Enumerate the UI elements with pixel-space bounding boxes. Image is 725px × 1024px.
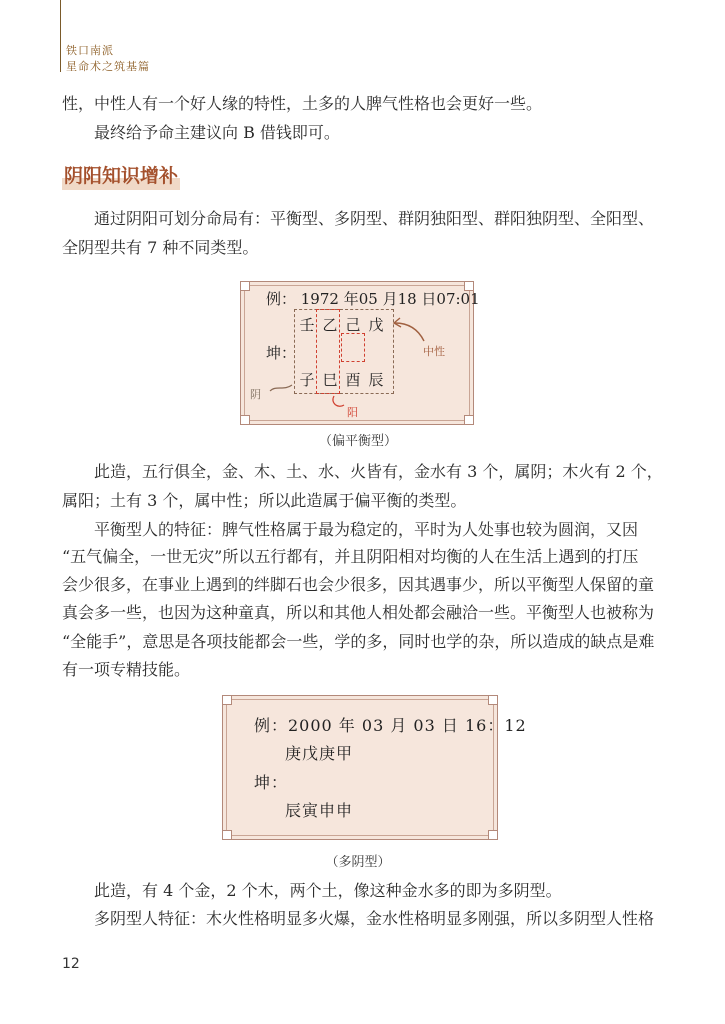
earthly-branch: 酉 bbox=[345, 371, 361, 389]
paragraph-line: 此造，有 4 个金，2 个木，两个土，像这种金水多的即为多阴型。 bbox=[94, 881, 562, 900]
header-rule bbox=[60, 0, 61, 72]
paragraph-line: 属阳；土有 3 个，属中性；所以此造属于偏平衡的类型。 bbox=[62, 491, 467, 510]
earthly-branch: 巳 bbox=[322, 371, 338, 389]
example-date: 例：2000 年 03 月 03 日 16：12 bbox=[254, 716, 527, 735]
running-header-series: 铁口南派 bbox=[66, 44, 114, 57]
neutral-annotation: 中性 bbox=[423, 345, 445, 358]
paragraph-line: 通过阴阳可划分命局有：平衡型、多阴型、群阴独阳型、群阳独阴型、全阳型、 bbox=[94, 209, 655, 228]
section-title: 阴阳知识增补 bbox=[62, 163, 180, 190]
yin-annotation: 阴 bbox=[250, 388, 261, 401]
heavenly-stems: 庚戊庚甲 bbox=[285, 744, 354, 763]
running-header-book: 星命术之筑基篇 bbox=[66, 60, 150, 73]
example-date: 例： 1972 年05 月18 日07:01 bbox=[266, 290, 480, 308]
example-caption: （多阴型） bbox=[325, 855, 391, 870]
example-caption: （偏平衡型） bbox=[318, 434, 397, 449]
paragraph-line: 有一项专精技能。 bbox=[62, 660, 191, 679]
gender-label: 坤： bbox=[266, 344, 297, 362]
paragraph-line: 会少很多，在事业上遇到的绊脚石也会少很多，因其遇事少，所以平衡型人保留的童 bbox=[62, 575, 655, 594]
heavenly-stem: 壬 bbox=[299, 316, 315, 334]
paragraph-line: 性，中性人有一个好人缘的特性，土多的人脾气性格也会更好一些。 bbox=[62, 94, 543, 113]
heavenly-stem: 己 bbox=[345, 316, 361, 334]
page-number: 12 bbox=[62, 956, 80, 972]
paragraph-line: “全能手”，意思是各项技能都会一些，学的多，同时也学的杂，所以造成的缺点是难 bbox=[62, 632, 655, 651]
paragraph-line: 多阴型人特征：木火性格明显多火爆，金水性格明显多刚强，所以多阴型人性格 bbox=[94, 909, 655, 928]
heavenly-stem: 戊 bbox=[368, 316, 384, 334]
yang-annotation: 阳 bbox=[347, 406, 358, 419]
paragraph-line: “五气偏全，一世无灾”所以五行都有，并且阴阳相对均衡的人在生活上遇到的打压 bbox=[62, 547, 639, 566]
paragraph-line: 真会多一些，也因为这种童真，所以和其他人相处都会融洽一些。平衡型人也被称为 bbox=[62, 603, 655, 622]
heavenly-stem: 乙 bbox=[322, 316, 338, 334]
paragraph-line: 全阴型共有 7 种不同类型。 bbox=[62, 238, 259, 257]
paragraph-line: 此造，五行俱全，金、木、土、水、火皆有，金水有 3 个，属阴；木火有 2 个， bbox=[94, 462, 663, 481]
earthly-branch: 子 bbox=[299, 371, 315, 389]
earthly-branches: 辰寅申申 bbox=[285, 801, 354, 820]
earthly-branch: 辰 bbox=[368, 371, 384, 389]
paragraph-line: 最终给予命主建议向 B 借钱即可。 bbox=[94, 123, 340, 142]
gender-label: 坤： bbox=[254, 773, 289, 792]
paragraph-line: 平衡型人的特征：脾气性格属于最为稳定的，平时为人处事也较为圆润，又因 bbox=[94, 520, 639, 539]
